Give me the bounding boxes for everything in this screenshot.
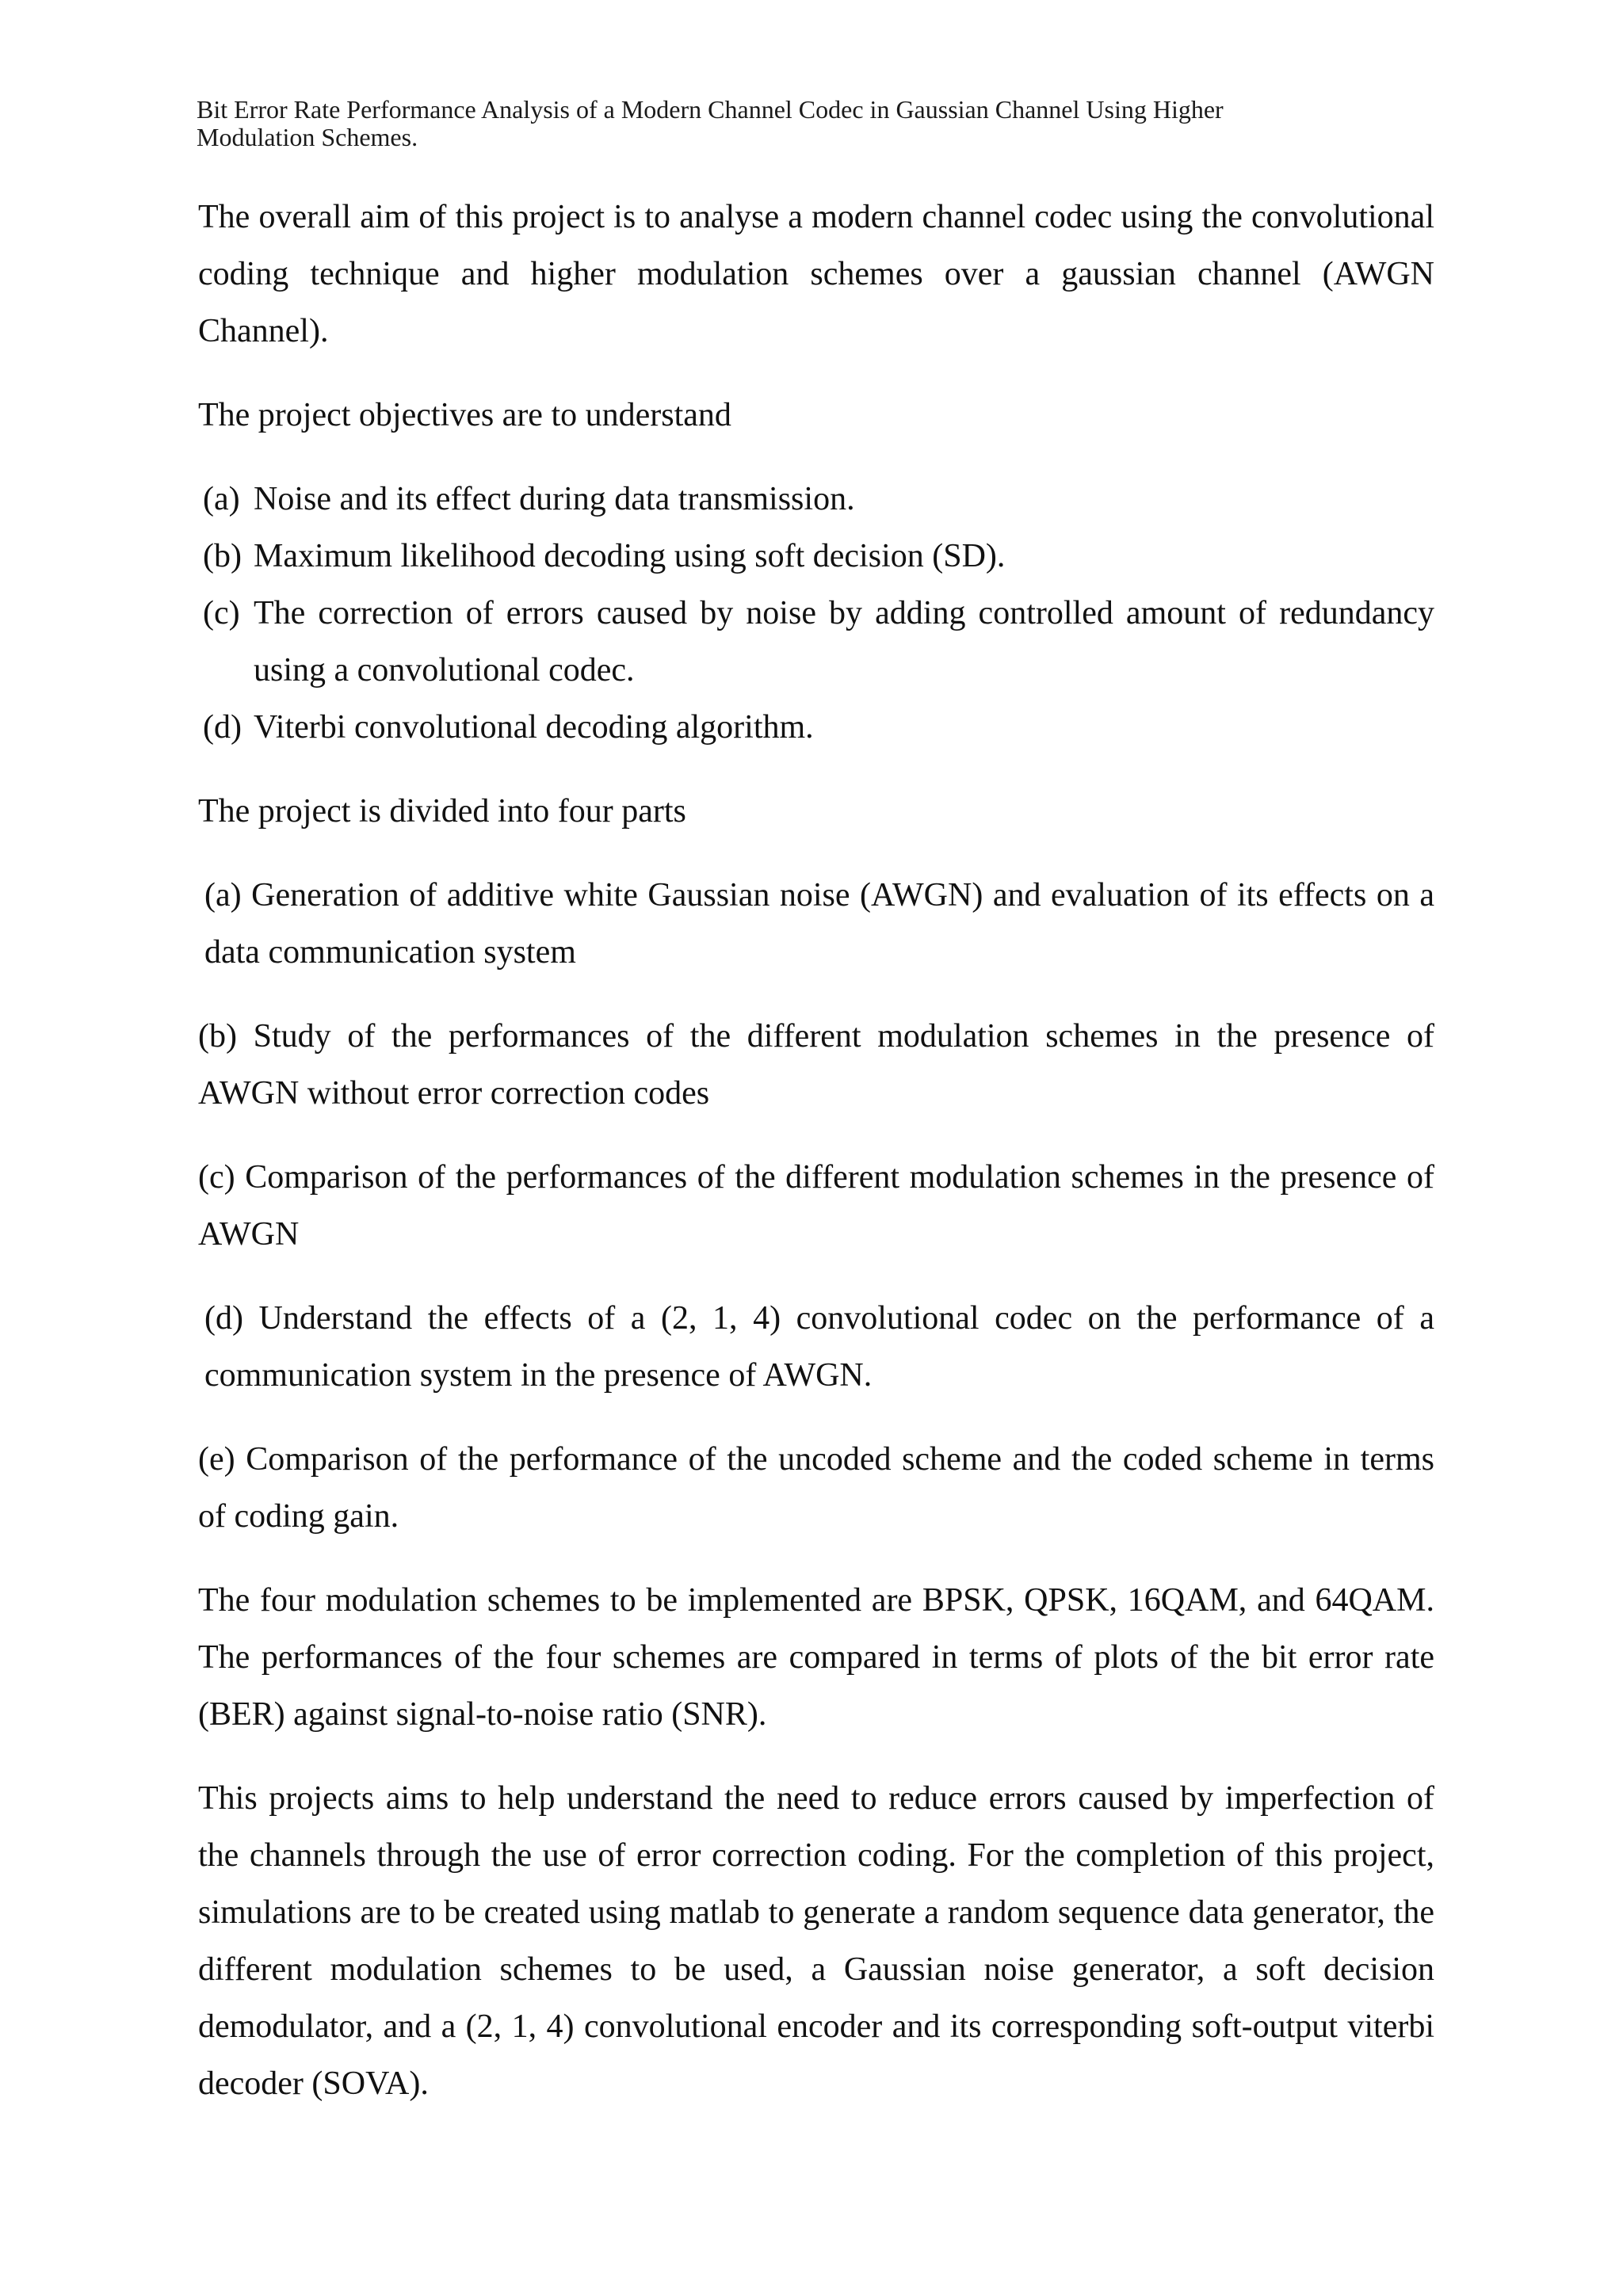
objective-marker: (c) xyxy=(203,595,240,631)
objective-text: Maximum likelihood decoding using soft decision (SD). xyxy=(254,538,1006,574)
objective-text: Viterbi convolutional decoding algorithm. xyxy=(254,709,814,746)
objective-marker: (b) xyxy=(203,538,242,574)
objective-item xyxy=(198,699,1434,756)
objective-text: The correction of errors caused by noise by adding controlled amount of redundancy using a convolutional codec. xyxy=(254,595,1434,688)
intro-paragraph: The overall aim of this project is to analyse a modern channel codec using the convolutional coding technique and higher modulation schemes over a gaussian channel (AWGN Channel). xyxy=(198,199,1434,349)
objectives-heading: The project objectives are to understand xyxy=(198,397,731,433)
objective-marker: (d) xyxy=(203,709,242,746)
project-part-e: (e) Comparison of the performance of the uncoded scheme and the coded scheme in terms of coding gain. xyxy=(198,1441,1434,1535)
closing-paragraph: This projects aims to help understand the need to reduce errors caused by imperfection of the channels through the use of error correction coding. For the completion of this project, simulations are to be created using matlab to generate a random sequence data generator, the different modulation schemes to be used, a Gaussian noise generator, a soft decision demodulator, and a (2, 1, 4) convolutional encoder and its corresponding soft-output viterbi decoder (SOVA). xyxy=(198,1780,1434,2102)
header-title-line-1: Bit Error Rate Performance Analysis of a Modern Channel Codec in Gaussian Channel Using Higher xyxy=(197,95,1224,124)
parts-heading: The project is divided into four parts xyxy=(198,793,686,830)
header-title-line-2: Modulation Schemes. xyxy=(197,123,418,151)
project-part-b: (b) Study of the performances of the different modulation schemes in the presence of AWGN without error correction codes xyxy=(198,1018,1434,1112)
project-part-a: (a) Generation of additive white Gaussian noise (AWGN) and evaluation of its effects on a data communication system xyxy=(204,877,1434,971)
modulation-schemes-paragraph: The four modulation schemes to be implemented are BPSK, QPSK, 16QAM, and 64QAM. The performances of the four schemes are compared in terms of plots of the bit error rate (BER) against signal-to-noise ratio (SNR). xyxy=(198,1582,1434,1733)
objective-item xyxy=(198,471,1434,528)
project-part-d: (d) Understand the effects of a (2, 1, 4) convolutional codec on the performance of a communication system in the presence of AWGN. xyxy=(204,1300,1434,1394)
objective-item xyxy=(198,528,1434,585)
objective-text: Noise and its effect during data transmission. xyxy=(254,481,855,517)
running-header xyxy=(197,96,1322,151)
objectives-list xyxy=(198,471,1434,756)
objective-marker: (a) xyxy=(203,481,240,517)
objective-item xyxy=(198,585,1434,699)
project-part-c: (c) Comparison of the performances of the different modulation schemes in the presence of AWGN xyxy=(198,1159,1434,1253)
document-body xyxy=(198,189,1434,2139)
